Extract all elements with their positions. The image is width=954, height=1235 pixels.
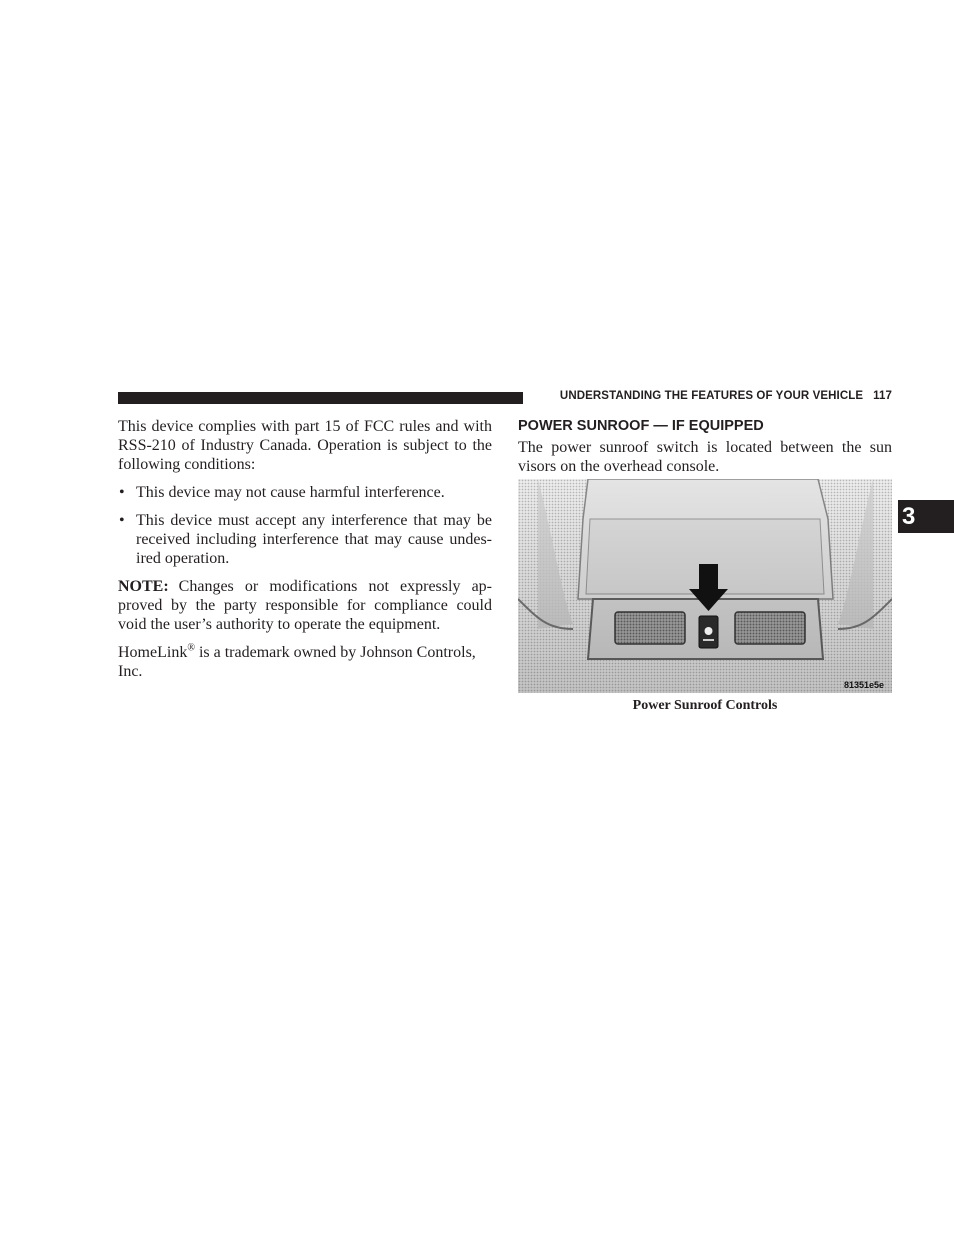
header-rule [118, 392, 523, 404]
conditions-list [118, 483, 492, 568]
left-column [118, 417, 492, 690]
trademark-paragraph [118, 643, 492, 681]
note-text: Changes or modifications not expressly ap-proved by the party responsible for compliance could void the user’s authority to operate the equipment. [118, 578, 492, 633]
section-heading: POWER SUNROOF — IF EQUIPPED [518, 418, 764, 434]
section-body: The power sunroof switch is located between the sun visors on the overhead console. [518, 439, 892, 475]
bullet-icon: • [119, 512, 125, 529]
bullet-icon: • [119, 484, 125, 501]
running-header [532, 390, 892, 402]
note-label: NOTE: [118, 578, 169, 595]
header-section-title: UNDERSTANDING THE FEATURES OF YOUR VEHICLE [559, 390, 864, 402]
fcc-paragraph: This device complies with part 15 of FCC rules and with RSS-210 of Industry Canada. Operation is subject to the following conditions: [118, 418, 492, 473]
overhead-console-illustration [518, 479, 892, 693]
figure-caption: Power Sunroof Controls [632, 698, 778, 713]
list-item: • This device may not cause harmful interference. [119, 484, 445, 501]
homelink-brand: HomeLink [118, 644, 188, 661]
registered-mark: ® [187, 642, 195, 654]
left-map-lamp [615, 612, 685, 644]
right-map-lamp [735, 612, 805, 644]
right-column [518, 417, 892, 476]
note-paragraph [118, 577, 492, 634]
list-item: • This device must accept any interference that may be received including interference that may cause undes-ired operation. [119, 512, 492, 567]
chapter-tab: 3 [898, 500, 954, 533]
trademark-text: is a trademark owned by Johnson Controls, Inc. [118, 644, 476, 680]
figure-code: 81351e5e [844, 680, 885, 690]
page-number: 117 [873, 390, 892, 402]
sunroof-controls-figure [518, 479, 892, 693]
